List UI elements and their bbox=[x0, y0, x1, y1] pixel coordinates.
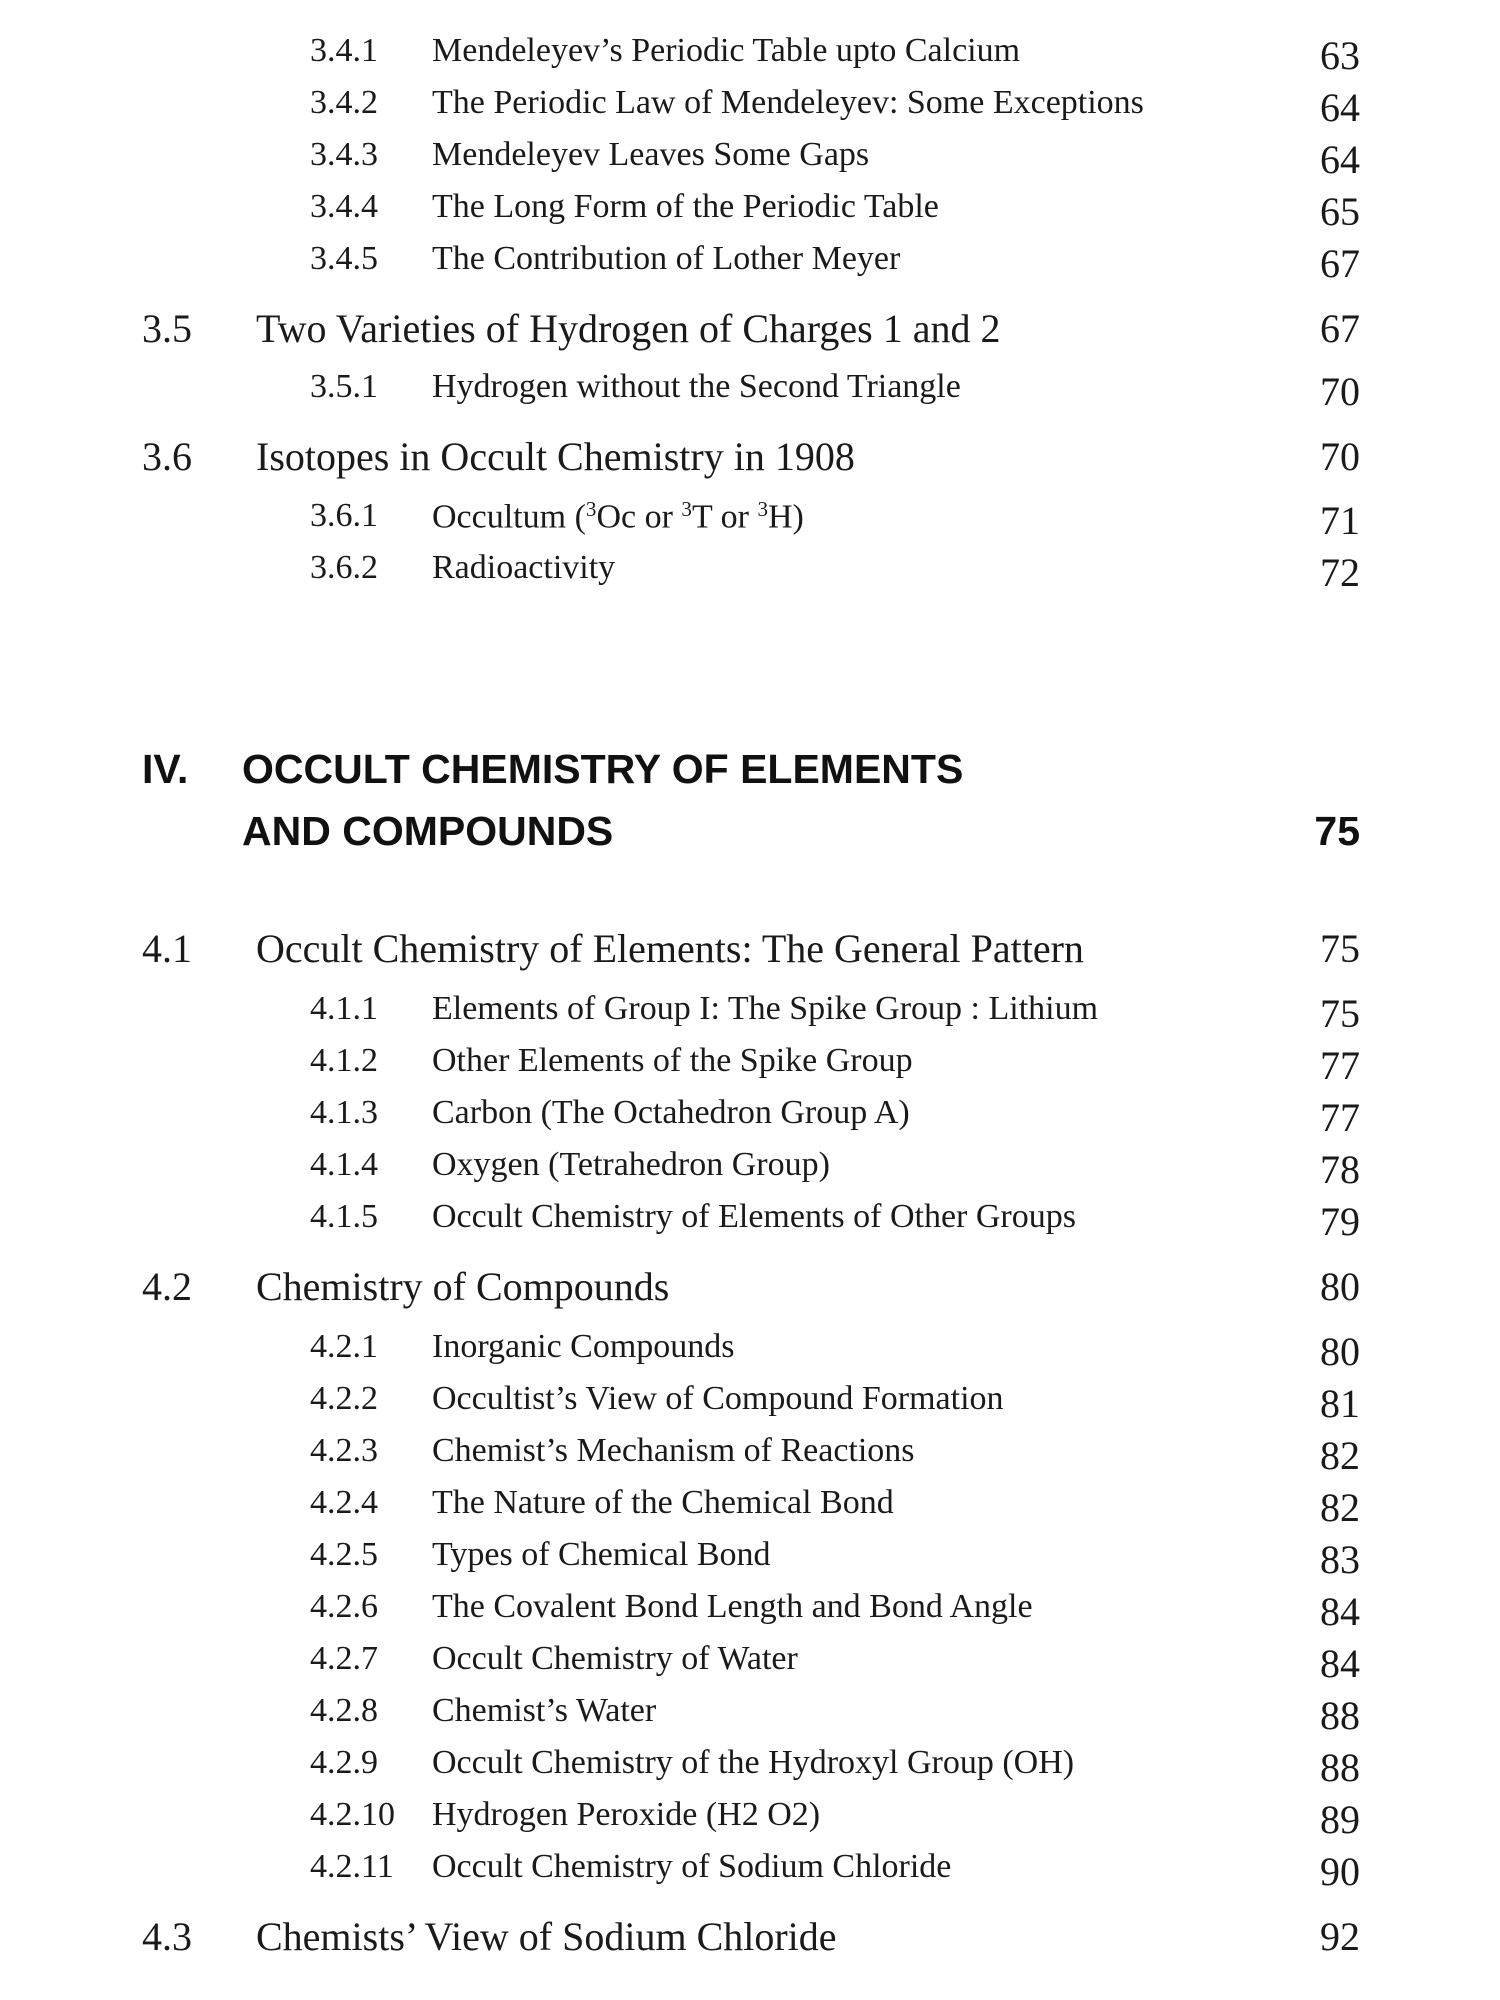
entry-number: 3.4.5 bbox=[310, 240, 378, 277]
entry-number: 3.4.1 bbox=[310, 32, 378, 69]
section-page: 75 bbox=[1320, 926, 1360, 971]
entry-page: 63 bbox=[1320, 33, 1360, 78]
toc-section bbox=[0, 433, 1500, 493]
toc-entry bbox=[0, 1640, 1500, 1700]
entry-page: 75 bbox=[1320, 991, 1360, 1036]
entry-title: Inorganic Compounds bbox=[432, 1328, 735, 1365]
toc-entry bbox=[0, 188, 1500, 248]
entry-number: 3.4.4 bbox=[310, 188, 378, 225]
entry-title: The Covalent Bond Length and Bond Angle bbox=[432, 1588, 1033, 1625]
entry-title: The Long Form of the Periodic Table bbox=[432, 188, 939, 225]
entry-page: 77 bbox=[1320, 1095, 1360, 1140]
superscript: 3 bbox=[757, 497, 768, 521]
toc-entry bbox=[0, 1484, 1500, 1544]
chapter-page: 75 bbox=[1314, 808, 1360, 854]
entry-number: 3.4.3 bbox=[310, 136, 378, 173]
toc-entry bbox=[0, 240, 1500, 300]
entry-page: 71 bbox=[1320, 498, 1360, 543]
entry-number: 3.6.2 bbox=[310, 549, 378, 586]
section-page: 70 bbox=[1320, 434, 1360, 479]
toc-entry bbox=[0, 1094, 1500, 1154]
entry-number: 4.2.8 bbox=[310, 1692, 378, 1729]
toc-entry bbox=[0, 497, 1500, 557]
section-page: 92 bbox=[1320, 1914, 1360, 1959]
section-title: Chemistry of Compounds bbox=[256, 1264, 670, 1309]
entry-page: 67 bbox=[1320, 241, 1360, 286]
superscript: 3 bbox=[681, 497, 692, 521]
entry-number: 3.6.1 bbox=[310, 497, 378, 534]
entry-title: Chemist’s Water bbox=[432, 1692, 657, 1729]
toc-entry bbox=[0, 549, 1500, 609]
entry-page: 88 bbox=[1320, 1693, 1360, 1738]
entry-page: 78 bbox=[1320, 1147, 1360, 1192]
chapter-title-line2: AND COMPOUNDS bbox=[242, 808, 614, 854]
toc-section bbox=[0, 1913, 1500, 1973]
toc-section bbox=[0, 925, 1500, 985]
toc-entry bbox=[0, 136, 1500, 196]
entry-page: 65 bbox=[1320, 189, 1360, 234]
entry-title: Occult Chemistry of Water bbox=[432, 1640, 798, 1677]
toc-entry bbox=[0, 32, 1500, 92]
entry-page: 83 bbox=[1320, 1537, 1360, 1582]
entry-page: 80 bbox=[1320, 1329, 1360, 1374]
entry-number: 4.2.5 bbox=[310, 1536, 378, 1573]
entry-page: 70 bbox=[1320, 369, 1360, 414]
entry-number: 3.4.2 bbox=[310, 84, 378, 121]
toc-entry bbox=[0, 1536, 1500, 1596]
entry-title: Mendeleyev Leaves Some Gaps bbox=[432, 136, 870, 173]
section-number: 4.2 bbox=[142, 1264, 192, 1309]
entry-number: 4.2.7 bbox=[310, 1640, 378, 1677]
section-number: 3.5 bbox=[142, 306, 192, 351]
entry-page: 84 bbox=[1320, 1641, 1360, 1686]
section-number: 4.1 bbox=[142, 926, 192, 971]
section-number: 4.3 bbox=[142, 1914, 192, 1959]
entry-number: 4.2.3 bbox=[310, 1432, 378, 1469]
toc-entry bbox=[0, 1432, 1500, 1492]
entry-number: 4.2.6 bbox=[310, 1588, 378, 1625]
section-page: 67 bbox=[1320, 306, 1360, 351]
title-part: H) bbox=[768, 498, 804, 536]
entry-number: 4.2.2 bbox=[310, 1380, 378, 1417]
entry-title: Occult Chemistry of the Hydroxyl Group (OH) bbox=[432, 1744, 1075, 1781]
entry-title: The Nature of the Chemical Bond bbox=[432, 1484, 894, 1521]
entry-page: 79 bbox=[1320, 1199, 1360, 1244]
entry-title: Hydrogen without the Second Triangle bbox=[432, 368, 961, 405]
toc-entry bbox=[0, 1042, 1500, 1102]
entry-page: 88 bbox=[1320, 1745, 1360, 1790]
entry-page: 82 bbox=[1320, 1485, 1360, 1530]
toc-section bbox=[0, 1263, 1500, 1323]
entry-title: Oxygen (Tetrahedron Group) bbox=[432, 1146, 830, 1183]
chapter-number: IV. bbox=[142, 746, 189, 792]
entry-page: 72 bbox=[1320, 550, 1360, 595]
toc-entry bbox=[0, 1744, 1500, 1804]
section-page: 80 bbox=[1320, 1264, 1360, 1309]
toc-entry bbox=[0, 1796, 1500, 1856]
toc-entry bbox=[0, 1848, 1500, 1908]
entry-title: Types of Chemical Bond bbox=[432, 1536, 771, 1573]
title-part: Oc or bbox=[596, 498, 682, 536]
entry-title: The Periodic Law of Mendeleyev: Some Exceptions bbox=[432, 84, 1144, 121]
toc-entry bbox=[0, 84, 1500, 144]
entry-number: 4.2.10 bbox=[310, 1796, 395, 1833]
entry-title: Occult Chemistry of Sodium Chloride bbox=[432, 1848, 952, 1885]
entry-number: 4.1.3 bbox=[310, 1094, 378, 1131]
entry-page: 77 bbox=[1320, 1043, 1360, 1088]
entry-title: Mendeleyev’s Periodic Table upto Calcium bbox=[432, 32, 1021, 69]
toc-entry bbox=[0, 1198, 1500, 1258]
title-part: Occultum ( bbox=[432, 498, 586, 536]
entry-page: 64 bbox=[1320, 137, 1360, 182]
section-title: Chemists’ View of Sodium Chloride bbox=[256, 1914, 837, 1959]
entry-page: 81 bbox=[1320, 1381, 1360, 1426]
entry-title bbox=[432, 497, 804, 537]
toc-section bbox=[0, 305, 1500, 365]
entry-number: 4.2.9 bbox=[310, 1744, 378, 1781]
toc-entry bbox=[0, 368, 1500, 428]
section-title: Occult Chemistry of Elements: The General Pattern bbox=[256, 926, 1084, 971]
entry-title: Occultist’s View of Compound Formation bbox=[432, 1380, 1004, 1417]
section-title: Two Varieties of Hydrogen of Charges 1 and 2 bbox=[256, 306, 1001, 351]
entry-page: 82 bbox=[1320, 1433, 1360, 1478]
entry-number: 4.2.4 bbox=[310, 1484, 378, 1521]
entry-title: Carbon (The Octahedron Group A) bbox=[432, 1094, 910, 1131]
entry-page: 84 bbox=[1320, 1589, 1360, 1634]
chapter-title-line1: OCCULT CHEMISTRY OF ELEMENTS bbox=[242, 746, 964, 792]
toc-entry bbox=[0, 1380, 1500, 1440]
entry-number: 4.2.1 bbox=[310, 1328, 378, 1365]
entry-number: 4.1.4 bbox=[310, 1146, 378, 1183]
entry-title: Other Elements of the Spike Group bbox=[432, 1042, 913, 1079]
section-title: Isotopes in Occult Chemistry in 1908 bbox=[256, 434, 855, 479]
entry-title: Occult Chemistry of Elements of Other Groups bbox=[432, 1198, 1076, 1235]
toc-entry bbox=[0, 990, 1500, 1050]
entry-page: 89 bbox=[1320, 1797, 1360, 1842]
entry-title: The Contribution of Lother Meyer bbox=[432, 240, 901, 277]
entry-number: 4.1.1 bbox=[310, 990, 378, 1027]
superscript: 3 bbox=[585, 497, 597, 521]
entry-title: Radioactivity bbox=[432, 549, 616, 586]
entry-title: Elements of Group I: The Spike Group : Lithium bbox=[432, 990, 1099, 1027]
entry-page: 90 bbox=[1320, 1849, 1360, 1894]
entry-number: 4.1.5 bbox=[310, 1198, 378, 1235]
toc-entry bbox=[0, 1328, 1500, 1388]
entry-page: 64 bbox=[1320, 85, 1360, 130]
entry-title: Chemist’s Mechanism of Reactions bbox=[432, 1432, 915, 1469]
toc-entry bbox=[0, 1588, 1500, 1648]
entry-number: 3.5.1 bbox=[310, 368, 378, 405]
section-number: 3.6 bbox=[142, 434, 192, 479]
entry-number: 4.2.11 bbox=[310, 1848, 394, 1885]
entry-title: Hydrogen Peroxide (H2 O2) bbox=[432, 1796, 821, 1833]
entry-number: 4.1.2 bbox=[310, 1042, 378, 1079]
toc-entry bbox=[0, 1692, 1500, 1752]
toc-entry bbox=[0, 1146, 1500, 1206]
title-part: T or bbox=[691, 498, 758, 536]
